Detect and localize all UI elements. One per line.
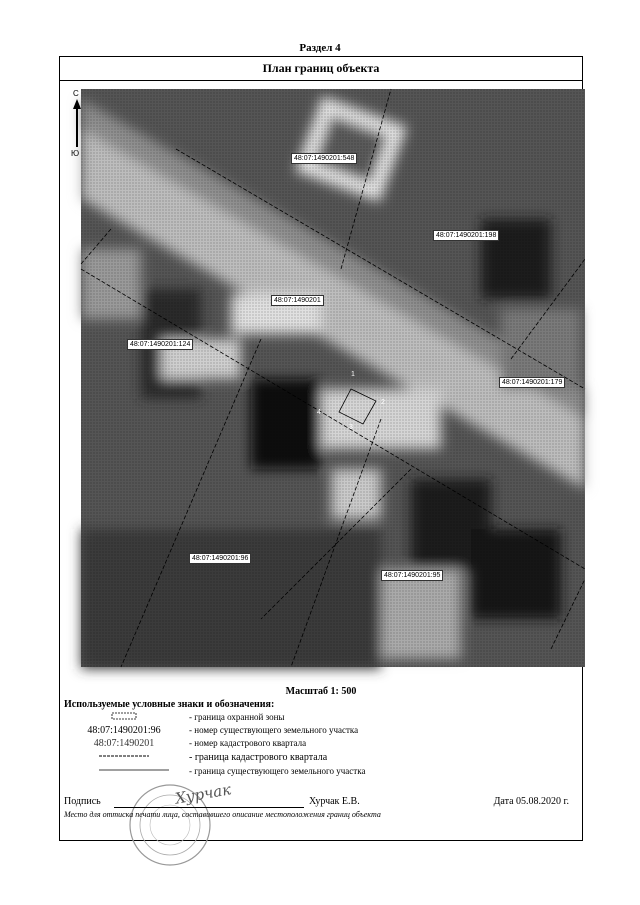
legend-item [64,738,564,750]
legend-text: - номер существующего земельного участка [189,725,359,735]
plan-title: План границ объекта [59,56,583,81]
aerial-map [71,89,585,667]
handwritten-signature: Хурчак [173,780,233,808]
signer-name: Хурчак Е.В. [309,796,360,807]
signature-label: Подпись [64,796,101,807]
signature-row [64,796,569,810]
point-label: 1 [351,371,355,378]
point-label: 4 [317,409,321,416]
legend-symbol-parcel-boundary [64,766,184,777]
legend-symbol-quarter-boundary [64,752,184,763]
signature-line [114,807,304,808]
legend-text: - номер кадастрового квартала [189,738,307,748]
legend-item [64,752,564,764]
legend-symbol-protection-zone [64,712,184,723]
quarter-label: 48:07:1490201 [271,295,324,306]
parcel-label: 48:07:1490201:96 [189,553,251,564]
parcel-label: 48:07:1490201:179 [499,377,565,388]
point-label: 2 [381,399,385,406]
stamp-note: Место для оттиска печати лица, составившего описание местоположения границ объекта [64,810,381,819]
section-title: Раздел 4 [299,42,341,54]
legend-symbol-parcel-number: 48:07:1490201:96 [87,725,161,736]
point-label: 3 [349,424,353,431]
legend-text: - граница охранной зоны [189,712,285,722]
legend-item [64,712,564,724]
legend-symbol-quarter-number: 48:07:1490201 [93,738,155,749]
legend-item [64,766,564,778]
compass-south: Ю [71,149,80,158]
parcel-label: 48:07:1490201:548 [291,153,357,164]
north-arrow-icon [72,99,82,147]
compass-north: С [73,89,79,98]
legend-text: - граница существующего земельного участка [189,766,366,776]
signature-date: Дата 05.08.2020 г. [493,796,569,807]
legend-text: - граница кадастрового квартала [189,752,328,763]
parcel-label: 48:07:1490201:95 [381,570,443,581]
parcel-label: 48:07:1490201:124 [127,339,193,350]
legend-item [64,725,564,737]
parcel-label: 48:07:1490201:198 [433,230,499,241]
legend-heading: Используемые условные знаки и обозначения: [64,699,275,710]
map-scale: Масштаб 1: 500 [285,686,357,697]
